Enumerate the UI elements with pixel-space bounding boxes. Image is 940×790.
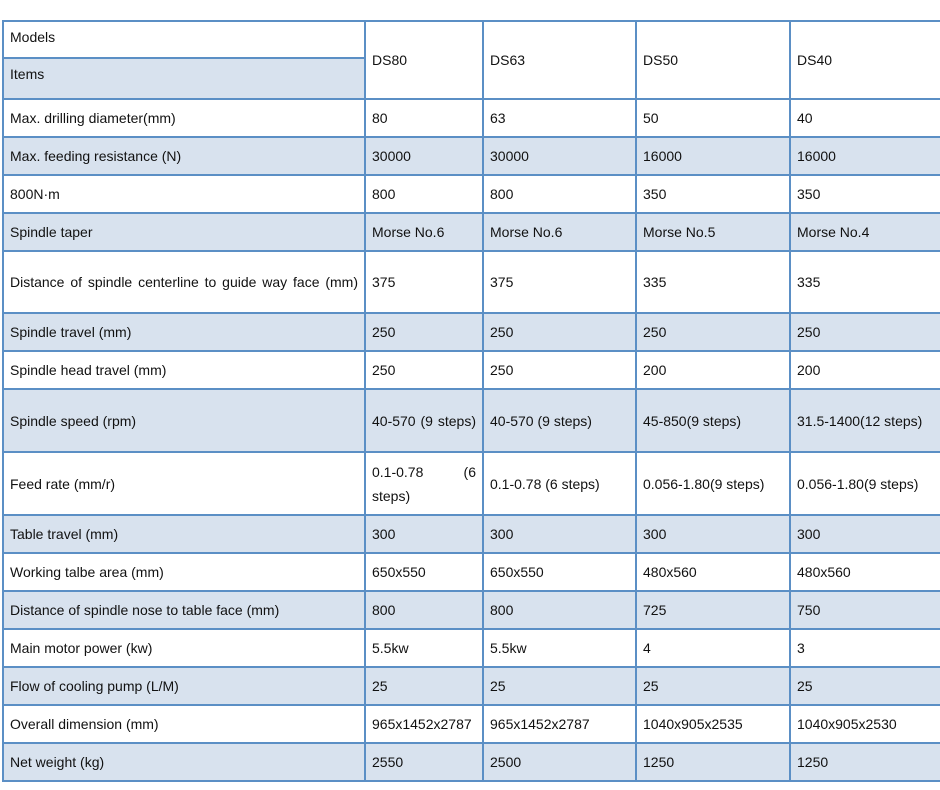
value-cell: 50 [636,99,790,137]
value-cell: 40-570 (9 steps) [483,389,636,452]
table-row [3,553,940,591]
value-cell: 300 [365,515,483,553]
value-cell: Morse No.5 [636,213,790,251]
value-cell: 350 [790,175,940,213]
value-cell: 725 [636,591,790,629]
row-label: Flow of cooling pump (L/M) [3,667,365,705]
value-cell: 650x550 [365,553,483,591]
value-cell: 5.5kw [483,629,636,667]
row-label: Working talbe area (mm) [3,553,365,591]
row-label: Spindle head travel (mm) [3,351,365,389]
value-cell: 250 [790,313,940,351]
row-label: Spindle speed (rpm) [3,389,365,452]
corner-header-cell [3,21,365,99]
value-cell: 335 [636,251,790,313]
table-row [3,515,940,553]
value-cell: 40 [790,99,940,137]
row-label: Feed rate (mm/r) [3,452,365,515]
table-row [3,629,940,667]
row-label: Spindle taper [3,213,365,251]
value-cell: 4 [636,629,790,667]
row-label: Net weight (kg) [3,743,365,781]
value-cell: 650x550 [483,553,636,591]
row-label: 800N·m [3,175,365,213]
value-cell: 800 [365,175,483,213]
value-cell: 0.056-1.80(9 steps) [636,452,790,515]
row-label: Distance of spindle centerline to guide way face (mm) [3,251,365,313]
value-cell: 2550 [365,743,483,781]
row-label: Main motor power (kw) [3,629,365,667]
value-cell: 965x1452x2787 [365,705,483,743]
value-cell: Morse No.6 [365,213,483,251]
table-row [3,137,940,175]
value-cell: 5.5kw [365,629,483,667]
value-cell: 3 [790,629,940,667]
value-cell: 45-850(9 steps) [636,389,790,452]
value-cell: 30000 [365,137,483,175]
value-cell: 250 [365,351,483,389]
table-row [3,452,940,515]
value-cell: 30000 [483,137,636,175]
value-cell: 80 [365,99,483,137]
value-cell: 800 [365,591,483,629]
value-cell: 0.1-0.78 (6 steps) [365,452,483,515]
items-label: Items [4,59,364,98]
value-cell: 800 [483,591,636,629]
row-label: Table travel (mm) [3,515,365,553]
value-cell: 2500 [483,743,636,781]
value-cell: 1250 [636,743,790,781]
value-cell: 350 [636,175,790,213]
table-row [3,743,940,781]
value-cell: 16000 [636,137,790,175]
table-row [3,705,940,743]
value-cell: 1040x905x2530 [790,705,940,743]
row-label: Spindle travel (mm) [3,313,365,351]
value-cell: 300 [790,515,940,553]
value-cell: Morse No.6 [483,213,636,251]
table-row [3,175,940,213]
value-cell: 250 [365,313,483,351]
value-cell: 25 [790,667,940,705]
row-label: Max. drilling diameter(mm) [3,99,365,137]
models-label: Models [4,22,364,59]
row-label: Distance of spindle nose to table face (mm) [3,591,365,629]
value-cell: 25 [483,667,636,705]
value-cell: 250 [636,313,790,351]
model-header-ds50: DS50 [636,21,790,99]
value-cell: 480x560 [636,553,790,591]
table-row [3,99,940,137]
table-row [3,351,940,389]
table-row [3,591,940,629]
value-cell: 25 [365,667,483,705]
table-row [3,213,940,251]
table-row [3,667,940,705]
table-row [3,313,940,351]
model-header-ds63: DS63 [483,21,636,99]
value-cell: 750 [790,591,940,629]
row-label: Max. feeding resistance (N) [3,137,365,175]
value-cell: 965x1452x2787 [483,705,636,743]
value-cell: 300 [483,515,636,553]
value-cell: 800 [483,175,636,213]
value-cell: Morse No.4 [790,213,940,251]
value-cell: 1040x905x2535 [636,705,790,743]
value-cell: 40-570 (9 steps) [365,389,483,452]
value-cell: 0.1-0.78 (6 steps) [483,452,636,515]
model-header-ds40: DS40 [790,21,940,99]
value-cell: 31.5-1400(12 steps) [790,389,940,452]
table-row [3,389,940,452]
value-cell: 480x560 [790,553,940,591]
value-cell: 0.056-1.80(9 steps) [790,452,940,515]
row-label: Overall dimension (mm) [3,705,365,743]
header-row [3,21,940,99]
value-cell: 335 [790,251,940,313]
value-cell: 200 [790,351,940,389]
value-cell: 25 [636,667,790,705]
value-cell: 375 [365,251,483,313]
value-cell: 250 [483,351,636,389]
value-cell: 250 [483,313,636,351]
value-cell: 1250 [790,743,940,781]
value-cell: 375 [483,251,636,313]
value-cell: 200 [636,351,790,389]
value-cell: 63 [483,99,636,137]
table-row [3,251,940,313]
spec-table [2,20,940,782]
model-header-ds80: DS80 [365,21,483,99]
value-cell: 300 [636,515,790,553]
value-cell: 16000 [790,137,940,175]
